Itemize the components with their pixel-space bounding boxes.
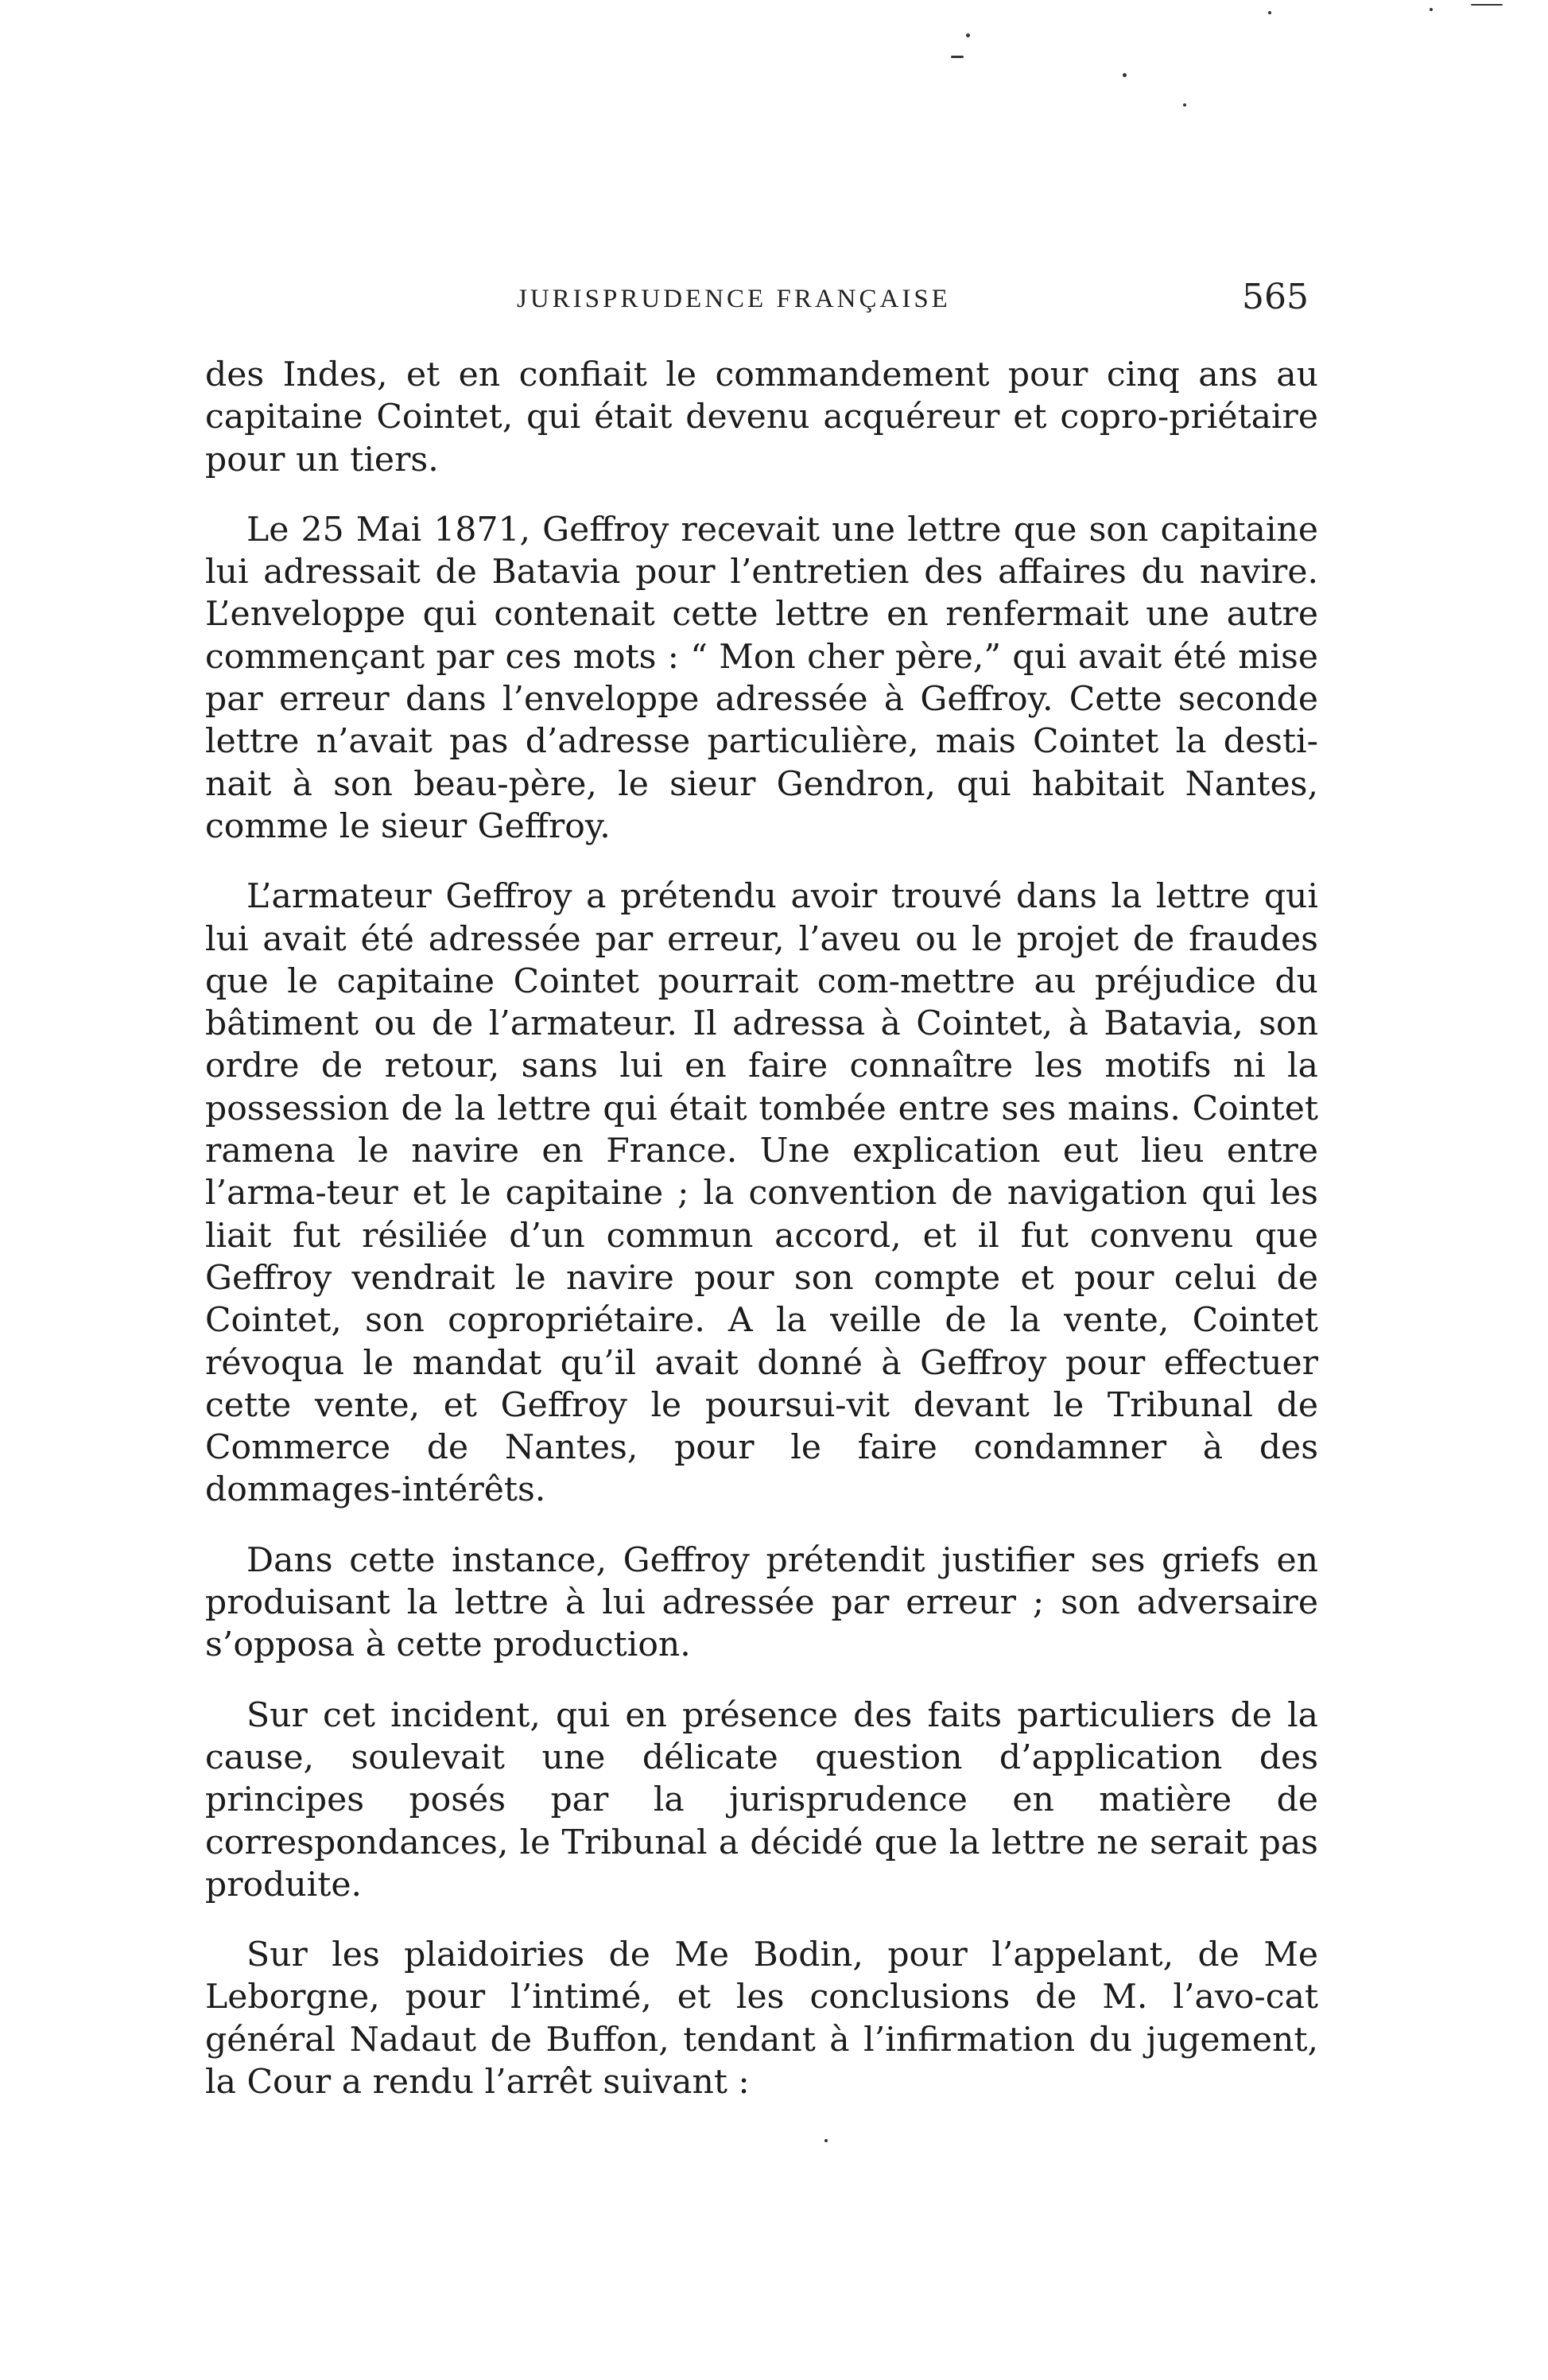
print-speck (1430, 8, 1433, 11)
print-speck (1268, 11, 1271, 14)
paragraph: Sur cet incident, qui en présence des faits particuliers de la cause, soulevait une délicate question d’application des principes posés par la jurisprudence en matière de correspondances, le Tribunal a décidé que la lettre ne serait pas produite. (205, 1695, 1318, 1904)
running-title: JURISPRUDENCE FRANÇAISE (517, 285, 951, 313)
paragraph-continued: des Indes, et en confiait le commandement pour cinq ans au capitaine Cointet, qui était devenu acquéreur et copro-priétaire pour un tiers. (205, 355, 1318, 479)
print-speck (951, 56, 964, 58)
running-header (207, 277, 1313, 324)
paragraph: Dans cette instance, Geffroy prétendit justifier ses griefs en produisant la lettre à lui adressée par erreur ; son adversaire s’opposa à cette production. (205, 1540, 1318, 1665)
body-text (205, 354, 1318, 2131)
paragraph: Sur les plaidoiries de Me Bodin, pour l’appelant, de Me Leborgne, pour l’intimé, et les conclusions de M. l’avo-cat général Nadaut de Buffon, tendant à l’infirmation du jugement, la Cour a rendu l’arrêt suivant : (205, 1935, 1318, 2102)
print-speck (1183, 103, 1186, 107)
print-speck (966, 33, 970, 37)
paragraph: L’armateur Geffroy a prétendu avoir trouvé dans la lettre qui lui avait été adressée par erreur, l’aveu ou le projet de fraudes que le capitaine Cointet pourrait com-mettre au préjudice du bâtiment ou de l’armateur. Il adressa à Cointet, à Batavia, son ordre de retour, sans lui en faire connaître les motifs ni la possession de la lettre qui était tombée entre ses mains. Cointet ramena le navire en France. Une explication eut lieu entre l’arma-teur et le capitaine ; la convention de navigation qui les liait fut résiliée d’un commun accord, et il fut convenu que Geffroy vendrait le navire pour son compte et pour celui de Cointet, son copropriétaire. A la veille de la vente, Cointet révoqua le mandat qu’il avait donné à Geffroy pour effectuer cette vente, et Geffroy le poursui-vit devant le Tribunal de Commerce de Nantes, pour le faire condamner à des dommages-intérêts. (205, 877, 1318, 1510)
print-speck (1123, 73, 1127, 77)
paragraph: Le 25 Mai 1871, Geffroy recevait une lettre que son capitaine lui adressait de Batavia pour l’entretien des affaires du navire. L’enveloppe qui contenait cette lettre en renfermait une autre commençant par ces mots : “ Mon cher père,” qui avait été mise par erreur dans l’enveloppe adressée à Geffroy. Cette seconde lettre n’avait pas d’adresse particulière, mais Cointet la desti-nait à son beau-père, le sieur Gendron, qui habitait Nantes, comme le sieur Geffroy. (205, 510, 1318, 846)
print-speck (824, 2139, 828, 2142)
print-speck (1471, 4, 1503, 6)
page-number: 565 (1242, 277, 1309, 317)
